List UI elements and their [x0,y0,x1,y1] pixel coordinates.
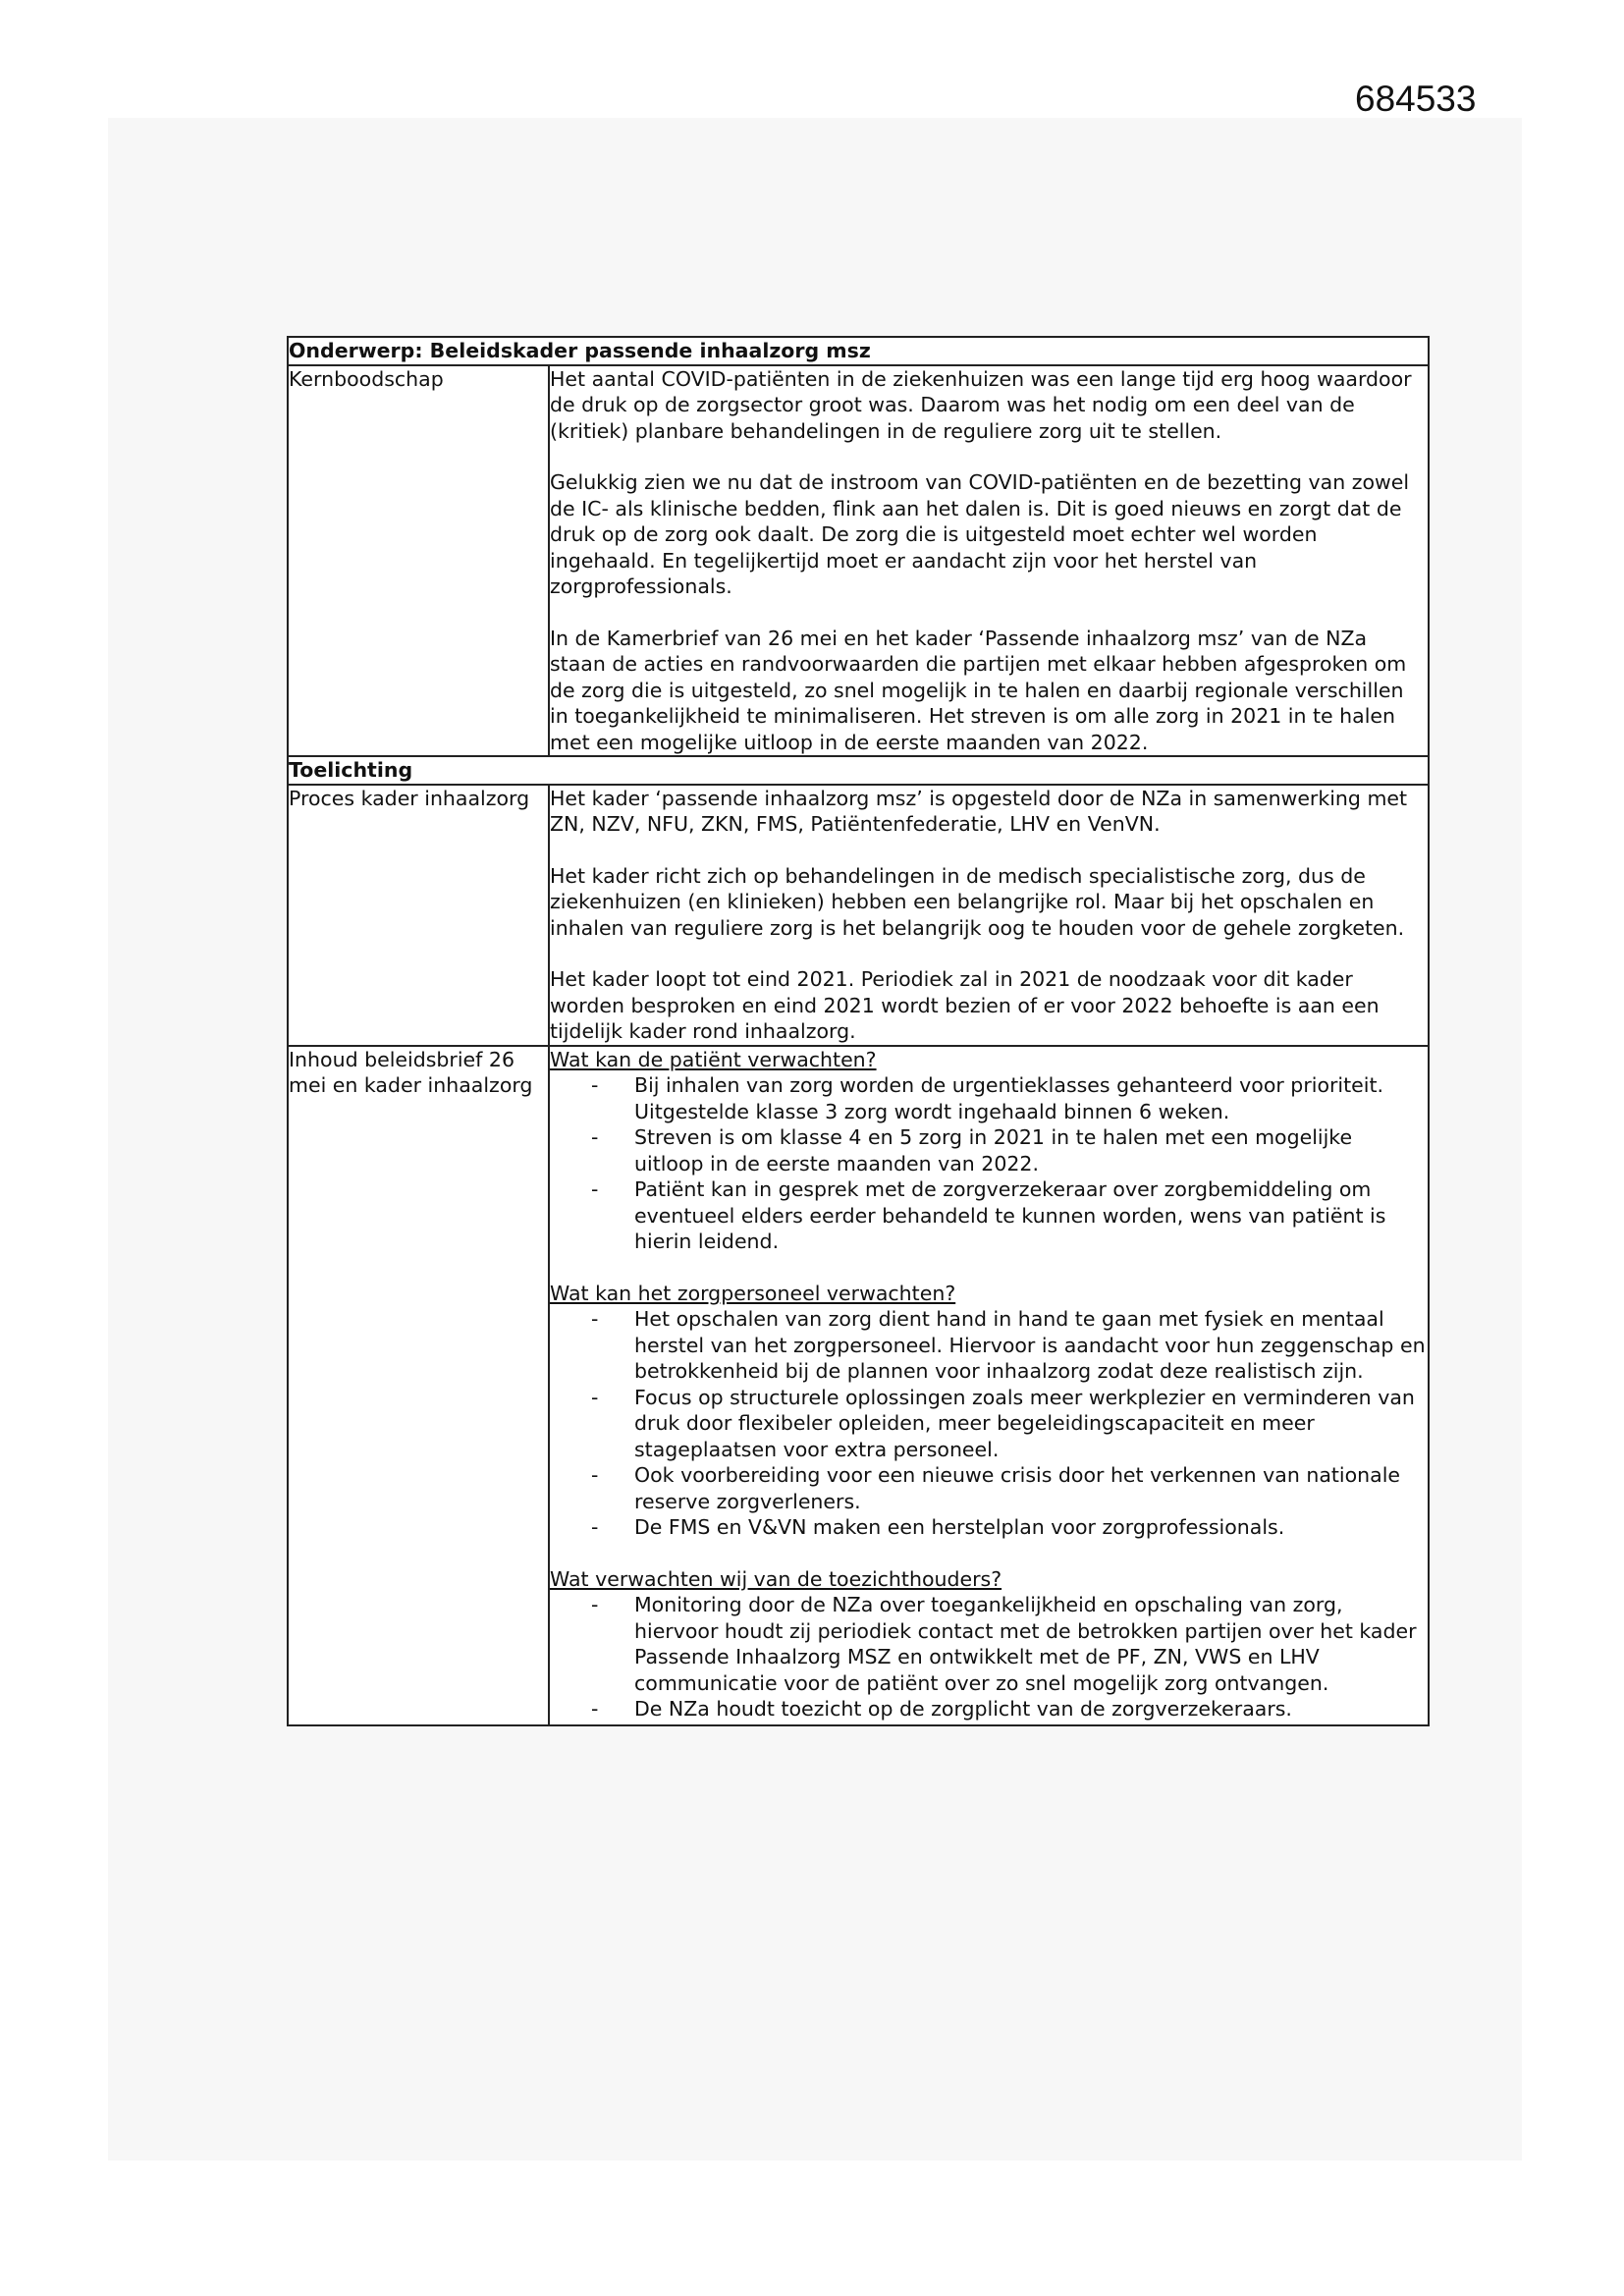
section-title: Wat kan de patiënt verwachten? [550,1047,877,1071]
paragraph: Het kader richt zich op behandelingen in de medisch specialistische zorg, dus de ziekenhuizen (en klinieken) hebben een belangrijke rol. Maar bij het opschalen en inhalen van reguliere zorg is het belangrijk oog te houden voor de gehele zorgketen. [550,863,1405,940]
list-item: - Het opschalen van zorg dient hand in hand te gaan met fysiek en mentaal herstel van het zorgpersoneel. Hiervoor is aandacht voor hun zeggenschap en betrokkenheid bij de plannen voor inhaalzorg zodat deze realistisch zijn. [550,1306,1428,1385]
subject-title: Onderwerp: Beleidskader passende inhaalzorg msz [288,337,1429,365]
paragraph: Het aantal COVID-patiënten in de ziekenhuizen was een lange tijd erg hoog waardoor de druk op de zorgsector groot was. Daarom was het nodig om een deel van de (kritiek) planbare behandelingen in de reguliere zorg uit te stellen. [550,366,1412,443]
row-content [549,1046,1429,1725]
paragraph: Het kader ‘passende inhaalzorg msz’ is opgesteld door de NZa in samenwerking met ZN, NZV, NFU, ZKN, FMS, Patiëntenfederatie, LHV en VenVN. [550,786,1408,836]
list-item: - Ook voorbereiding voor een nieuwe crisis door het verkennen van nationale reserve zorgverleners. [550,1462,1428,1514]
list-item: - Bij inhalen van zorg worden de urgentieklasses gehanteerd voor prioriteit. Uitgestelde klasse 3 zorg wordt ingehaald binnen 6 weken. [550,1072,1428,1124]
toelichting-row [288,756,1429,785]
row-content [549,365,1429,757]
paragraph: Het kader loopt tot eind 2021. Periodiek zal in 2021 de noodzaak voor dit kader worden besproken en eind 2021 wordt bezien of er voor 2022 behoefte is aan een tijdelijk kader rond inhaalzorg. [550,967,1380,1043]
content-section [550,1566,1428,1722]
table-row-kernboodschap [288,365,1429,757]
table-row-proces [288,785,1429,1046]
section-title: Wat verwachten wij van de toezichthouders? [550,1566,1002,1591]
row-label: Proces kader inhaalzorg [288,785,549,1046]
content-section [550,1047,1428,1255]
bullet-list [550,1306,1428,1541]
table-row-inhoud [288,1046,1429,1725]
row-label: Inhoud beleidsbrief 26 mei en kader inhaalzorg [288,1046,549,1725]
list-item: - Streven is om klasse 4 en 5 zorg in 2021 in te halen met een mogelijke uitloop in de eerste maanden van 2022. [550,1124,1428,1176]
section-title: Wat kan het zorgpersoneel verwachten? [550,1281,956,1305]
list-item: - Monitoring door de NZa over toegankelijkheid en opschaling van zorg, hiervoor houdt zij periodiek contact met de betrokken partijen over het kader Passende Inhaalzorg MSZ en ontwikkelt met de PF, ZN, VWS en LHV communicatie voor de patiënt over zo snel mogelijk zorg ontvangen. [550,1592,1428,1696]
list-item: - De FMS en V&VN maken een herstelplan voor zorgprofessionals. [550,1514,1428,1541]
list-item: - Patiënt kan in gesprek met de zorgverzekeraar over zorgbemiddeling om eventueel elders eerder behandeld te kunnen worden, wens van patiënt is hierin leidend. [550,1176,1428,1255]
paragraph: Gelukkig zien we nu dat de instroom van COVID-patiënten en de bezetting van zowel de IC- als klinische bedden, flink aan het dalen is. Dit is goed nieuws en zorgt dat de druk op de zorg ook daalt. De zorg die is uitgesteld moet echter wel worden ingehaald. En tegelijkertijd moet er aandacht zijn voor het herstel van zorgprofessionals. [550,470,1410,598]
row-label: Kernboodschap [288,365,549,757]
list-item: - De NZa houdt toezicht op de zorgplicht van de zorgverzekeraars. [550,1696,1428,1722]
document-table [287,336,1430,1726]
document-number: 684533 [1355,79,1477,119]
paragraph: In de Kamerbrief van 26 mei en het kader ‘Passende inhaalzorg msz’ van de NZa staan de acties en randvoorwaarden die partijen met elkaar hebben afgesproken om de zorg die is uitgesteld, zo snel mogelijk in te halen en daarbij regionale verschillen in toegankelijkheid te minimaliseren. Het streven is om alle zorg in 2021 in te halen met een mogelijke uitloop in de eerste maanden van 2022. [550,626,1407,754]
content-section [550,1281,1428,1541]
section-heading: Toelichting [288,756,1429,785]
bullet-list [550,1592,1428,1722]
subject-row [288,337,1429,365]
list-item: - Focus op structurele oplossingen zoals meer werkplezier en verminderen van druk door flexibeler opleiden, meer begeleidingscapaciteit en meer stageplaatsen voor extra personeel. [550,1385,1428,1463]
bullet-list [550,1072,1428,1255]
row-content [549,785,1429,1046]
